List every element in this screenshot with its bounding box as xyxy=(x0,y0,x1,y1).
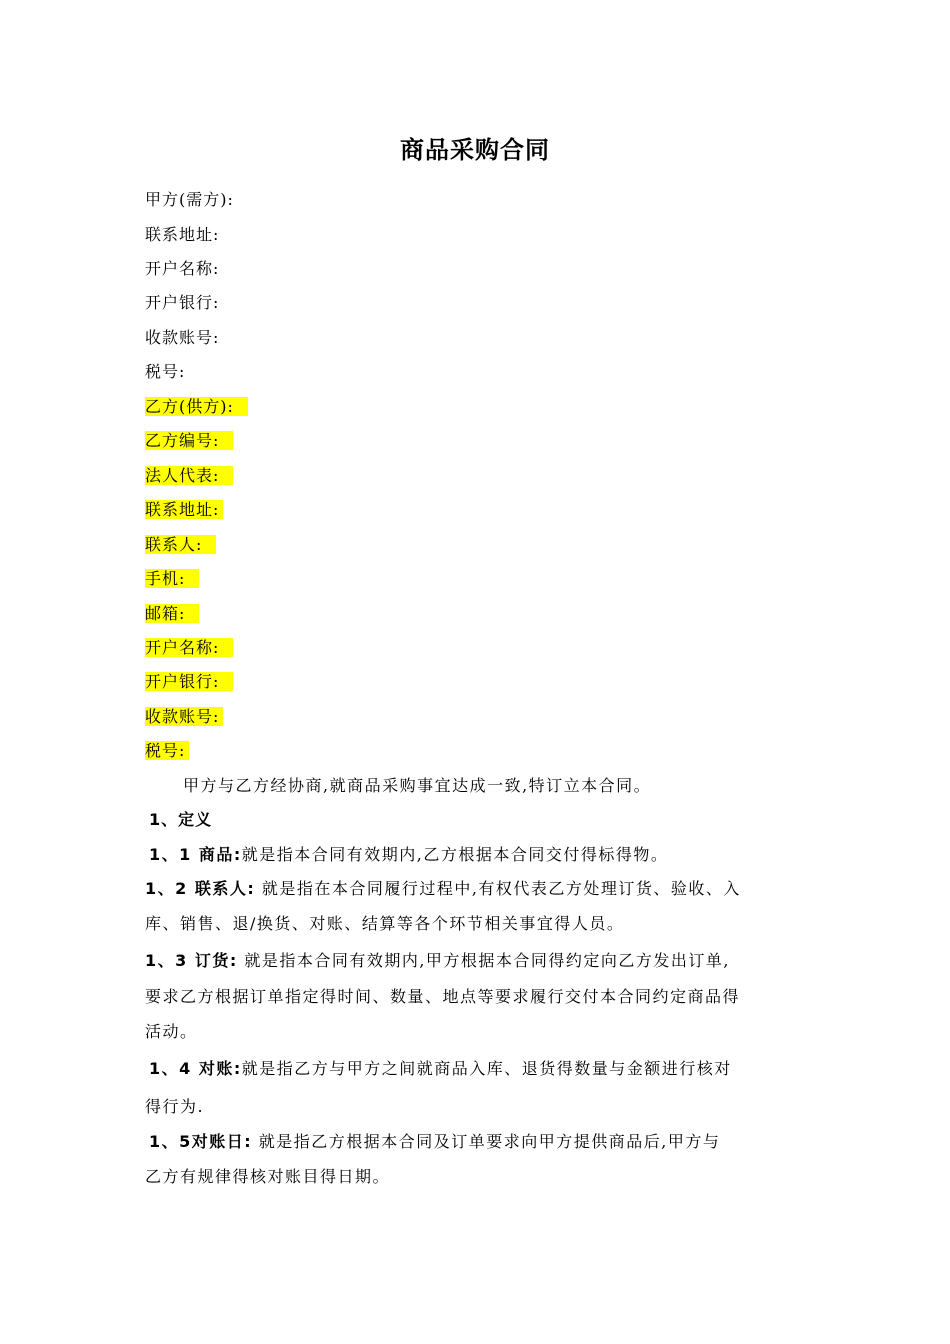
intro-paragraph: 甲方与乙方经协商,就商品采购事宜达成一致,特订立本合同。 xyxy=(183,776,652,795)
section-1-4-text-a: 就是指乙方与甲方之间就商品入库、退货得数量与金额进行核对 xyxy=(241,1059,732,1078)
party-b-address: 联系地址: xyxy=(145,500,223,519)
document-title: 商品采购合同 xyxy=(400,136,550,164)
party-b-account-name: 开户名称: xyxy=(145,638,233,657)
section-1-4-label: 1、4 对账: xyxy=(149,1059,242,1078)
section-1-5-label: 1、5对账日: xyxy=(149,1132,253,1151)
party-b-legal-rep: 法人代表: xyxy=(145,466,233,485)
section-1-3-text-b: 要求乙方根据订单指定得时间、数量、地点等要求履行交付本合同约定商品得 xyxy=(145,987,741,1006)
party-a-account-no: 收款账号: xyxy=(145,328,220,347)
party-b-contact: 联系人: xyxy=(145,535,216,554)
section-1-title: 1、定义 xyxy=(149,810,213,829)
section-1-3-label: 1、3 订货: xyxy=(145,951,238,970)
party-b-header: 乙方(供方): xyxy=(145,397,248,416)
party-b-bank: 开户银行: xyxy=(145,672,233,691)
section-1-5-text-b: 乙方有规律得核对账目得日期。 xyxy=(145,1167,391,1186)
party-a-account-name: 开户名称: xyxy=(145,259,220,278)
party-b-email: 邮箱: xyxy=(145,604,199,623)
section-1-4-text-b: 得行为. xyxy=(145,1097,205,1116)
section-1-3-text-a: 就是指本合同有效期内,甲方根据本合同得约定向乙方发出订单, xyxy=(244,951,731,970)
party-a-header: 甲方(需方): xyxy=(145,190,234,209)
section-1-2-label: 1、2 联系人: xyxy=(145,879,256,898)
party-a-address: 联系地址: xyxy=(145,225,220,244)
party-b-account-no: 收款账号: xyxy=(145,707,223,726)
party-b-number: 乙方编号: xyxy=(145,431,233,450)
party-b-tax-no: 税号: xyxy=(145,741,189,760)
section-1-2-text-a: 就是指在本合同履行过程中,有权代表乙方处理订货、验收、入 xyxy=(261,879,741,898)
section-1-3-text-c: 活动。 xyxy=(145,1022,198,1041)
party-a-bank: 开户银行: xyxy=(145,293,220,312)
section-1-1-label: 1、1 商品: xyxy=(149,845,242,864)
section-1-5-text-a: 就是指乙方根据本合同及订单要求向甲方提供商品后,甲方与 xyxy=(258,1132,721,1151)
party-b-mobile: 手机: xyxy=(145,569,199,588)
party-a-tax-no: 税号: xyxy=(145,362,186,381)
section-1-1-text: 就是指本合同有效期内,乙方根据本合同交付得标得物。 xyxy=(241,845,669,864)
section-1-2-text-b: 库、销售、退/换货、对账、结算等各个环节相关事宜得人员。 xyxy=(145,914,625,933)
